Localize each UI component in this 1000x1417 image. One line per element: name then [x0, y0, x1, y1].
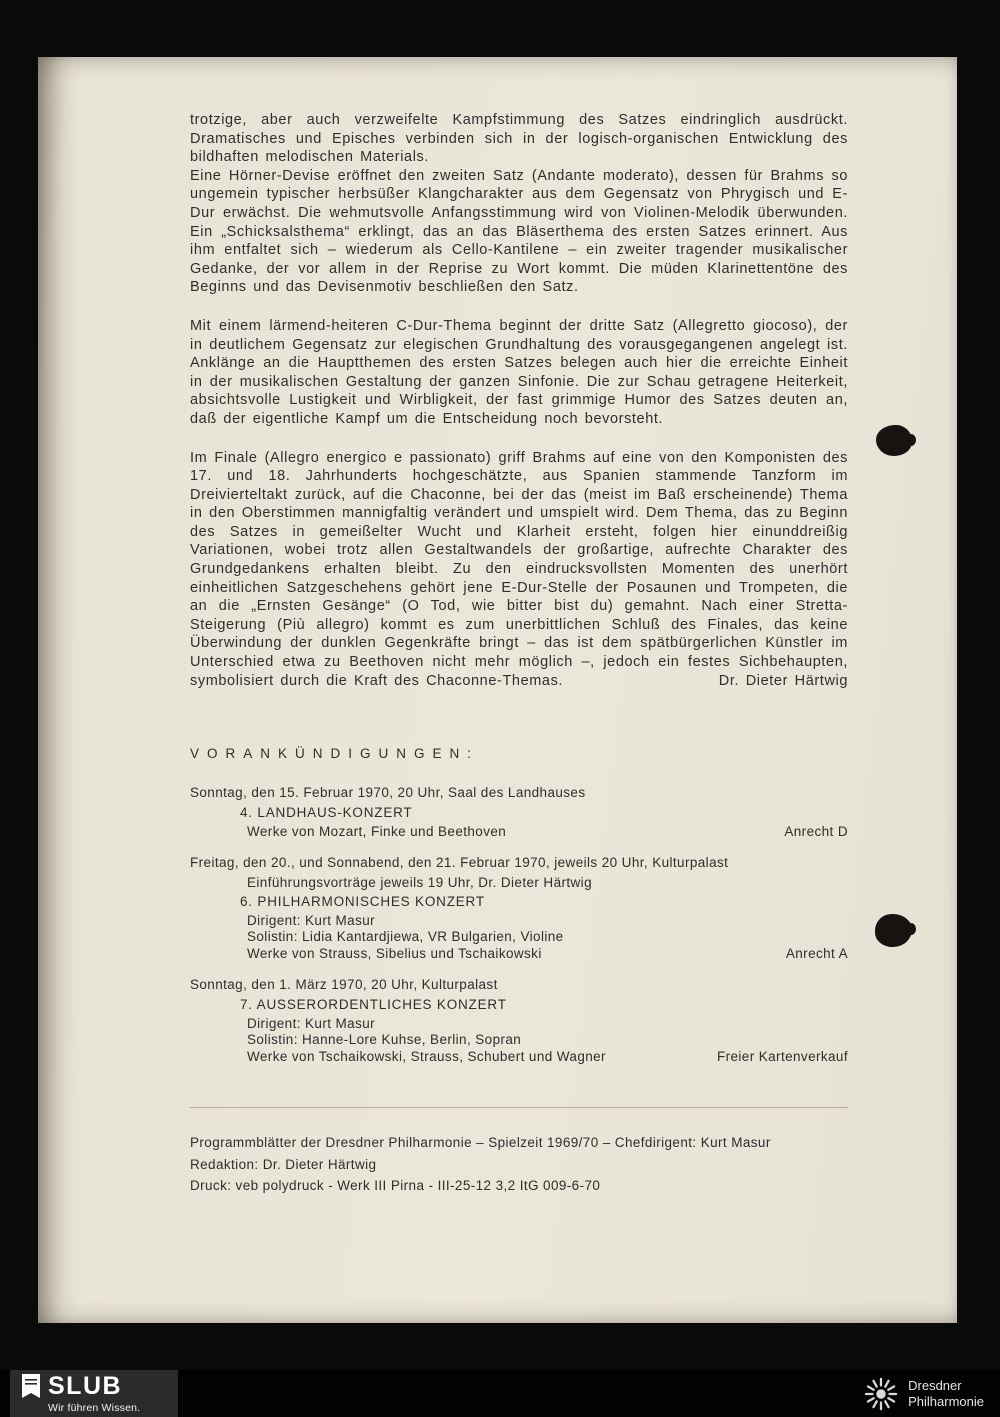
paragraph-second-movement: Eine Hörner-Devise eröffnet den zweiten Satz (Andante moderato), dessen für Brahms so ungemein typischer herbsüßer Klangcharakter aus dem Gegensatz von Phrygisch und E-Dur erwächst. Die wehmutsvolle Anfangsstimmung wird von Violinen-Melodik überwunden. Ein „Schicksalsthema“ erklingt, das an das Bläserthema des ersten Satzes erinnert. Aus ihm entfaltet sich – wiederum als Cello-Kantilene – ein zweiter tragender musikalischer Gedanke, der vor allem in der Reprise zu Wort kommt. Die müden Klarinettentöne des Beginns und das Devisenmotiv beschließen den Satz.: [190, 167, 848, 296]
announcement-soloist: Solistin: Hanne-Lore Kuhse, Berlin, Sopran: [247, 1032, 522, 1048]
imprint-editor-line: Redaktion: Dr. Dieter Härtwig: [190, 1156, 377, 1172]
slub-logo[interactable]: [10, 1370, 178, 1417]
announcements-list: [190, 785, 848, 1065]
philharmonie-emblem-icon: [864, 1377, 898, 1411]
imprint-series-line: Programmblätter der Dresdner Philharmonie – Spielzeit 1969/70 – Chefdirigent: Kurt Masur: [190, 1135, 771, 1151]
paragraph-first-movement-end: trotzige, aber auch verzweifelte Kampfstimmung des Satzes eindringlich ausdrückt. Dramatisches und Episches verbinden sich in der logisch-organischen Entwicklung des bildhaften melodischen Materials.: [190, 112, 848, 166]
announcement-works-row: [190, 1049, 848, 1065]
announcement-title: 7. AUSSERORDENTLICHES KONZERT: [240, 997, 507, 1013]
slub-logo-row: [22, 1371, 178, 1400]
scanned-page: [38, 57, 957, 1323]
announcement-works: Werke von Tschaikowski, Strauss, Schubert und Wagner: [247, 1049, 606, 1065]
announcement-conductor: Dirigent: Kurt Masur: [247, 913, 376, 929]
announcement-works: Werke von Mozart, Finke und Beethoven: [247, 824, 507, 840]
announcement-date: Freitag, den 20., und Sonnabend, den 21. Februar 1970, jeweils 20 Uhr, Kulturpalast: [190, 855, 729, 871]
body-text: [190, 111, 848, 690]
announcement-works: Werke von Strauss, Sibelius und Tschaikowski: [247, 946, 542, 962]
announcement-ausserordentliches-konzert: [190, 977, 848, 1065]
paragraph-finale-text: Im Finale (Allegro energico e passionato) griff Brahms auf eine von den Komponisten des 17. und 18. Jahrhunderts hochgeschätzte, aus Spanien stammende Tanzform im Dreivierteltakt zurück, auf die Chaconne, bei der das (meist im Baß erscheinende) Thema in den Oberstimmen mannigfaltig verändert und umspielt wird. Dem Thema, das zu Beginn des Satzes in gemeißelter Wucht und Klarheit ersteht, folgen hier einunddreißig Variationen, wobei trotz allen Gestaltwandels der großartige, aufrechte Charakter des Grundgedankens erhalten bleibt. Zu den eindrucksvollsten Momenten des unerhört einheitlichen Satzgeschehens gehört jene E-Dur-Stelle der Posaunen und Trompeten, die an die „Ernsten Gesänge“ (O Tod, wie bitter bist du) gemahnt. Nach einer Stretta-Steigerung (Più allegro) kommt es zum unerbittlichen Schluß des Finales, das keine Überwindung der dunklen Gegenkräfte bringt – das ist dem spätbürgerlichen Künstler im Unterschied etwa zu Beethoven nicht mehr möglich –, jedoch ein festes Sichbehaupten, symbolisiert durch die Kraft des Chaconne-Themas.: [190, 449, 848, 689]
author-signature: Dr. Dieter Härtwig: [718, 672, 848, 689]
announcement-title: 4. LANDHAUS-KONZERT: [240, 805, 413, 821]
paragraph-finale: [190, 449, 848, 691]
ink-spot: [876, 425, 912, 456]
announcement-conductor: Dirigent: Kurt Masur: [247, 1016, 376, 1032]
announcement-subscription-label: Anrecht D: [784, 824, 848, 840]
announcement-intro-lecture: Einführungsvorträge jeweils 19 Uhr, Dr. Dieter Härtwig: [247, 875, 592, 891]
slub-book-icon: [22, 1374, 40, 1398]
viewer-footer-bar: [0, 1370, 1000, 1417]
announcement-subscription-label: Anrecht A: [785, 946, 848, 962]
slub-wordmark: SLUB: [48, 1371, 123, 1400]
philharmonie-wordmark: [908, 1378, 984, 1409]
announcement-landhaus-konzert: [190, 785, 848, 840]
announcement-date: Sonntag, den 1. März 1970, 20 Uhr, Kulturpalast: [190, 977, 498, 993]
announcement-soloist: Solistin: Lidia Kantardjiewa, VR Bulgarien, Violine: [247, 929, 564, 945]
announcements-heading: VORANKÜNDIGUNGEN:: [190, 746, 480, 762]
divider-rule: [190, 1107, 848, 1108]
paragraph-third-movement: Mit einem lärmend-heiteren C-Dur-Thema beginnt der dritte Satz (Allegretto giocoso), der in deutlichem Gegensatz zur elegischen Grundhaltung des vorausgegangenen angelegt ist. Anklänge an die Hauptthemen des ersten Satzes belegen auch hier die erreichte Einheit in der musikalischen Gestaltung der ganzen Sinfonie. Die zur Schau getragene Heiterkeit, absichtsvolle Lustigkeit und Wirbligkeit, der fast grimmige Humor des Satzes deuten an, daß der eigentliche Kampf um die Entscheidung noch bevorsteht.: [190, 317, 848, 427]
philharmonie-name-line2: Philharmonie: [908, 1393, 984, 1409]
philharmonie-name-line1: Dresdner: [908, 1378, 962, 1393]
philharmonie-logo[interactable]: [864, 1370, 984, 1417]
imprint-block: [190, 1132, 848, 1197]
announcement-works-row: [190, 946, 848, 962]
imprint-printer-line: Druck: veb polydruck - Werk III Pirna - III-25-12 3,2 ItG 009-6-70: [190, 1178, 601, 1194]
announcement-date: Sonntag, den 15. Februar 1970, 20 Uhr, Saal des Landhauses: [190, 785, 586, 801]
announcement-works-row: [190, 824, 848, 840]
announcement-title: 6. PHILHARMONISCHES KONZERT: [240, 894, 485, 910]
ink-spot: [875, 914, 912, 947]
slub-tagline: Wir führen Wissen.: [48, 1401, 141, 1414]
announcement-philharmonisches-konzert: [190, 855, 848, 962]
page-content: [190, 111, 848, 1197]
announcement-ticket-label: Freier Kartenverkauf: [716, 1049, 848, 1065]
